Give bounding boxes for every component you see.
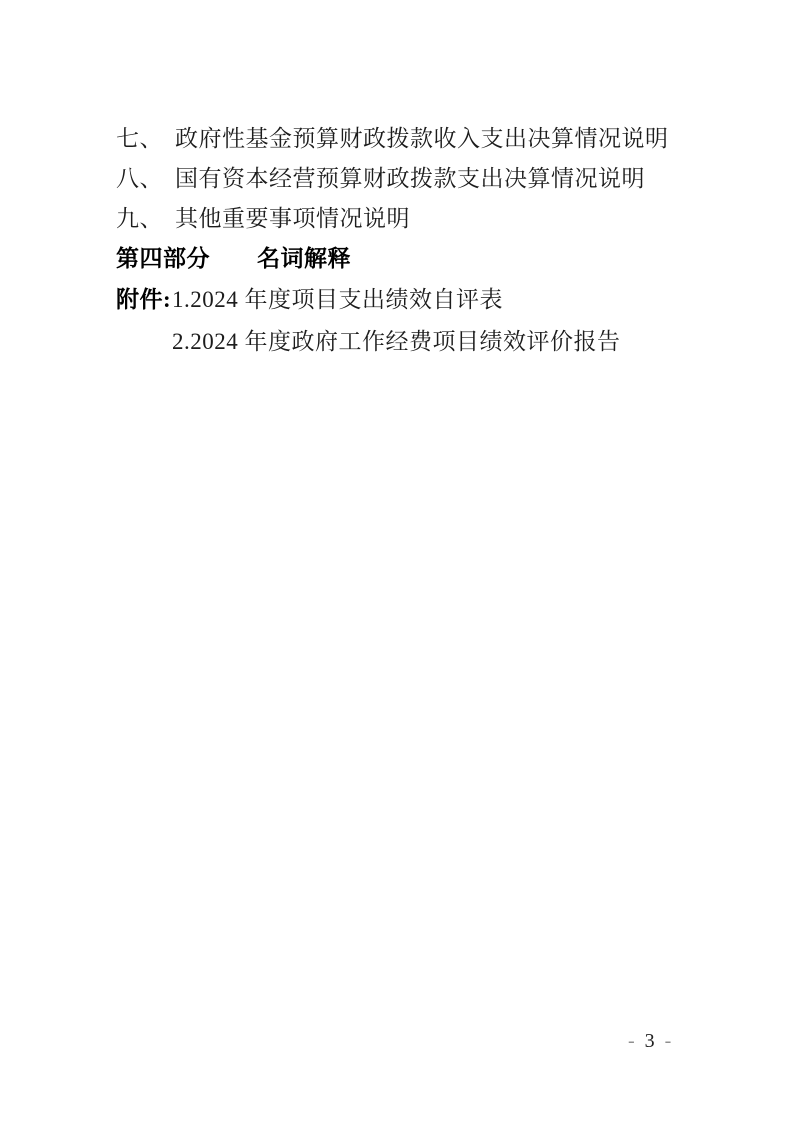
page-number-dash-right: - (664, 1030, 672, 1052)
toc-item-8: 八、 国有资本经营预算财政拨款支出决算情况说明 (116, 165, 645, 191)
attachments-label: 附件: (116, 286, 172, 312)
page-number (628, 1030, 671, 1053)
section-heading-part4: 第四部分 名词解释 (116, 245, 351, 271)
toc-item-7: 七、 政府性基金预算财政拨款收入支出决算情况说明 (116, 125, 669, 151)
toc-content (116, 116, 736, 360)
page-number-dash-left: - (628, 1030, 635, 1052)
attachments-line-1 (116, 276, 736, 318)
toc-item-9: 九、 其他重要事项情况说明 (116, 205, 410, 231)
attachment-item-2: 2.2024 年度政府工作经费项目绩效评价报告 (172, 328, 621, 354)
page-number-value: 3 (644, 1030, 655, 1052)
attachment-item-1: 1.2024 年度项目支出绩效自评表 (172, 286, 503, 312)
attachments-line-2 (116, 318, 736, 360)
